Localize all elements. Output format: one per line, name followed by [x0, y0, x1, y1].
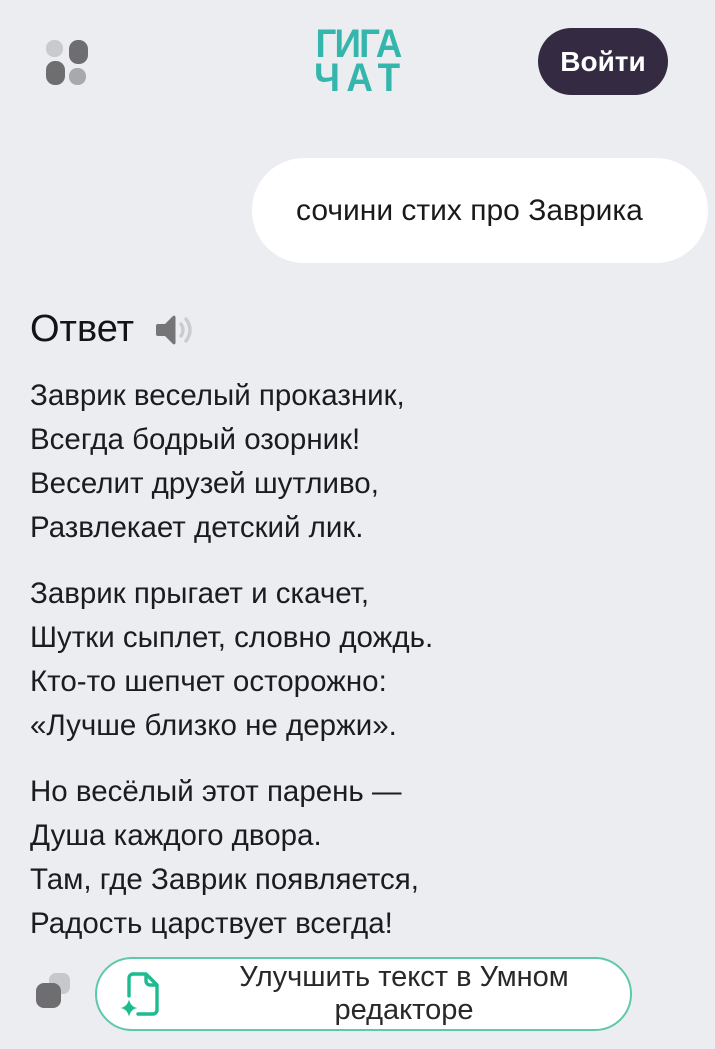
poem-line: Развлекает детский лик. — [30, 511, 364, 544]
poem-line: Всегда бодрый озорник! — [30, 423, 361, 456]
poem-stanza — [30, 374, 690, 550]
user-message-text: сочини стих про Заврика — [296, 193, 643, 227]
answer-header — [30, 308, 196, 351]
apps-grid-icon — [46, 40, 88, 85]
poem-line: «Лучше близко не держи». — [30, 709, 397, 742]
poem-line: Радость царствует всегда! — [30, 907, 393, 940]
logo-line-2: ЧАТ — [313, 55, 407, 100]
poem-line: Кто-то шепчет осторожно: — [30, 665, 387, 698]
login-button[interactable]: Войти — [538, 28, 668, 95]
copy-button[interactable] — [33, 968, 91, 1026]
answer-text — [30, 374, 690, 968]
gigachat-logo[interactable] — [309, 22, 407, 100]
improve-text-button[interactable] — [95, 957, 632, 1031]
poem-line: Душа каждого двора. — [30, 819, 322, 852]
poem-line: Шутки сыплет, словно дождь. — [30, 621, 434, 654]
poem-stanza — [30, 572, 690, 748]
user-message-bubble — [252, 158, 708, 263]
poem-line: Веселит друзей шутливо, — [30, 467, 379, 500]
poem-line: Заврик прыгает и скачет, — [30, 577, 370, 610]
document-sparkle-icon — [119, 970, 163, 1018]
header — [0, 0, 715, 122]
logo-line-1: ГИГА — [314, 22, 401, 66]
poem-line: Но весёлый этот парень — — [30, 775, 402, 808]
apps-menu-button[interactable] — [46, 40, 88, 85]
answer-title: Ответ — [30, 308, 134, 350]
poem-stanza — [30, 770, 690, 946]
poem-line: Заврик веселый проказник, — [30, 379, 405, 412]
speaker-icon[interactable] — [154, 309, 196, 351]
improve-button-label: Улучшить текст в Умном редакторе — [239, 961, 569, 1026]
poem-line: Там, где Заврик появляется, — [30, 863, 419, 896]
copy-icon — [33, 968, 91, 1026]
